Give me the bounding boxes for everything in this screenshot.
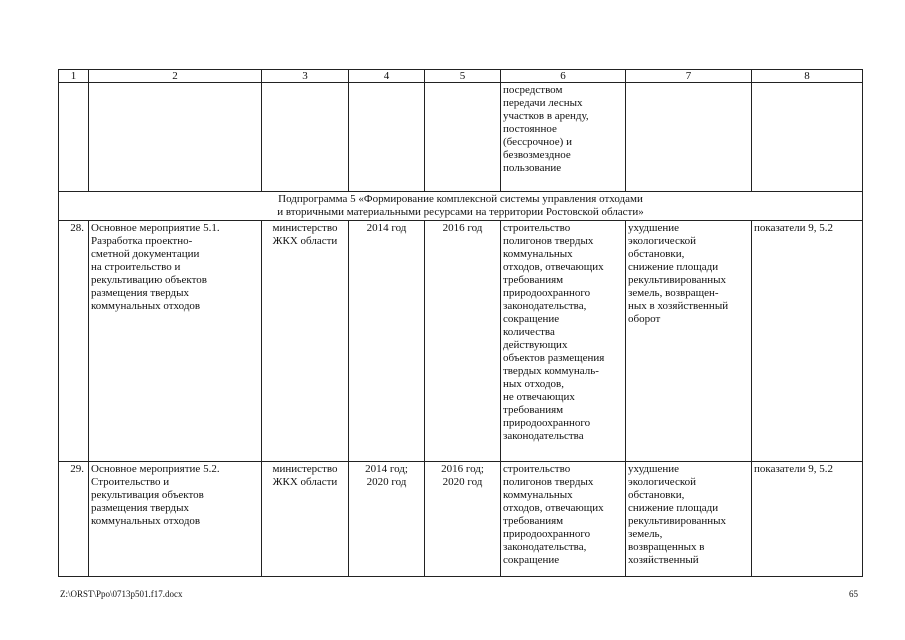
column-number-row	[59, 70, 863, 83]
result-cell: посредством передачи лесных участков в аренду, постоянное (бессрочное) и безвозмездное пользование	[501, 83, 626, 192]
table-cell	[262, 83, 349, 192]
measure-name: Основное мероприятие 5.2. Строительство и рекультивация объектов размещения твердых коммунальных отходов	[89, 462, 262, 577]
end-year: 2016 год	[425, 221, 501, 462]
start-year: 2014 год	[349, 221, 425, 462]
row-number: 28.	[59, 221, 89, 462]
row-number: 29.	[59, 462, 89, 577]
footer-file-path: Z:\ORST\Ppo\0713p501.f17.docx	[60, 589, 183, 599]
table-cell	[89, 83, 262, 192]
consequences: ухудшение экологической обстановки, снижение площади рекультивированных земель, возвращен- ных в хозяйственный оборот	[626, 221, 752, 462]
table-cell	[425, 83, 501, 192]
subprogram-title: Подпрограмма 5 «Формирование комплексной системы управления отходами и вторичными материальными ресурсами на территории Ростовской области»	[59, 192, 863, 221]
expected-result: строительство полигонов твердых коммунальных отходов, отвечающих требованиям природоохранного законодательства, сокращение количества действующих объектов размещения твердых коммуналь- ных отходов, не отвечающих требованиям природоохранного законодательства	[501, 221, 626, 462]
column-number: 5	[425, 70, 501, 83]
table-cell	[59, 83, 89, 192]
table-cell	[752, 83, 863, 192]
page-number: 65	[849, 589, 858, 599]
column-number: 4	[349, 70, 425, 83]
table-cell	[349, 83, 425, 192]
column-number: 2	[89, 70, 262, 83]
measure-name: Основное мероприятие 5.1. Разработка проектно- сметной документации на строительство и рекультивацию объектов размещения твердых коммунальных отходов	[89, 221, 262, 462]
end-year: 2016 год; 2020 год	[425, 462, 501, 577]
executor: министерство ЖКХ области	[262, 462, 349, 577]
column-number: 3	[262, 70, 349, 83]
table-row	[59, 221, 863, 462]
column-number: 7	[626, 70, 752, 83]
column-number: 6	[501, 70, 626, 83]
start-year: 2014 год; 2020 год	[349, 462, 425, 577]
indicators: показатели 9, 5.2	[752, 462, 863, 577]
consequences: ухудшение экологической обстановки, снижение площади рекультивированных земель, возвращенных в хозяйственный	[626, 462, 752, 577]
document-table	[58, 69, 863, 577]
expected-result: строительство полигонов твердых коммунальных отходов, отвечающих требованиям природоохранного законодательства, сокращение	[501, 462, 626, 577]
subprogram-row	[59, 192, 863, 221]
column-number: 1	[59, 70, 89, 83]
executor: министерство ЖКХ области	[262, 221, 349, 462]
column-number: 8	[752, 70, 863, 83]
indicators: показатели 9, 5.2	[752, 221, 863, 462]
continuation-row	[59, 83, 863, 192]
table-cell	[626, 83, 752, 192]
table-row	[59, 462, 863, 577]
